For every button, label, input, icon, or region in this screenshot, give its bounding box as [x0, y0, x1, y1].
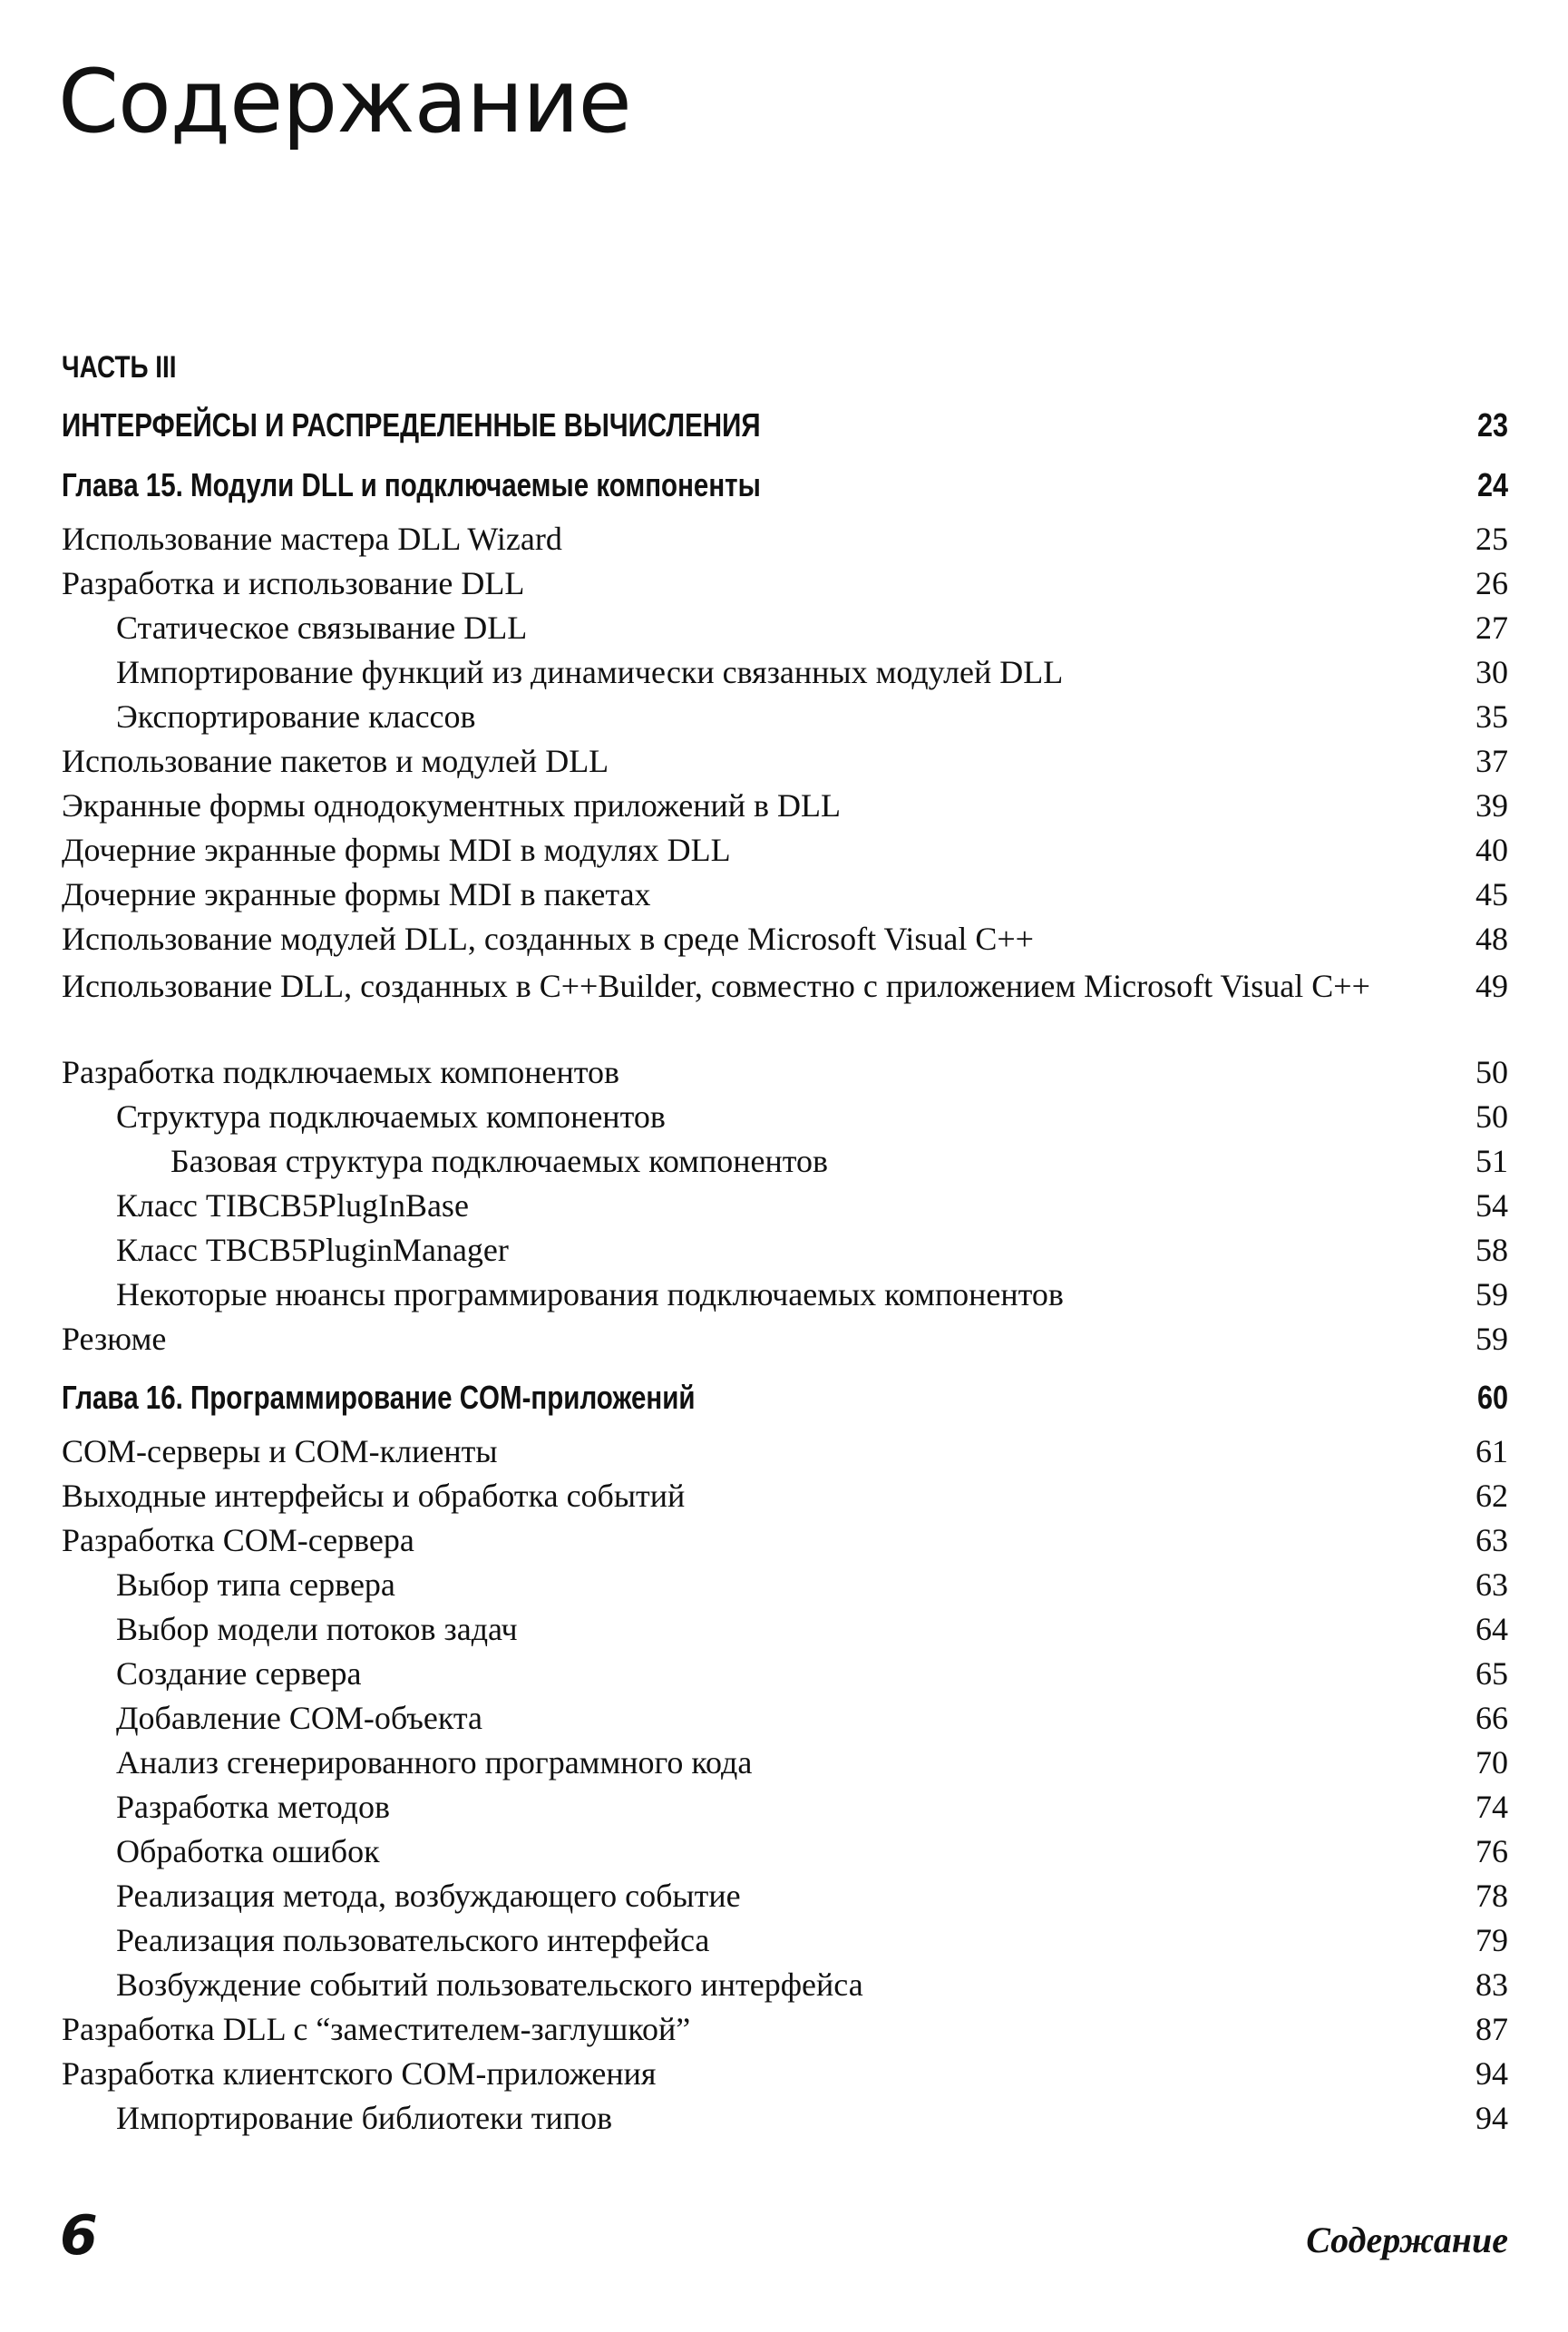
toc-chapter-15 [62, 466, 1508, 510]
toc-page-number: 76 [1475, 1833, 1508, 1869]
toc-entry [62, 1743, 1508, 1787]
toc-page-number: 74 [1475, 1789, 1508, 1825]
toc-chapter-title: Глава 15. Модули DLL и подключаемые компоненты [62, 466, 761, 503]
toc-entry [62, 1186, 1508, 1230]
toc-entry-title: Выбор типа сервера [116, 1566, 395, 1603]
toc-page-number: 51 [1475, 1143, 1508, 1179]
toc-entry-title: Реализация метода, возбуждающего событие [116, 1878, 741, 1914]
toc-entry-title: Дочерние экранные формы MDI в модулях DLL [62, 832, 731, 868]
toc-entry-title: Импортирование библиотеки типов [116, 2100, 613, 2136]
toc-page-number: 78 [1475, 1878, 1508, 1914]
footer-running-title: Содержание [1306, 2220, 1508, 2260]
toc-page-number: 54 [1475, 1187, 1508, 1224]
toc-entry-title: Структура подключаемых компонентов [116, 1098, 666, 1135]
toc-page-number: 23 [1476, 406, 1508, 444]
toc-page-number: 60 [1476, 1379, 1508, 1416]
part-label: ЧАСТЬ III [62, 350, 177, 385]
toc-entry [62, 1142, 1508, 1186]
toc-entry-title: Класс TIBCB5PlugInBase [116, 1187, 469, 1224]
toc-entry-title: Использование пакетов и модулей DLL [62, 743, 609, 779]
toc-entry [62, 1832, 1508, 1876]
toc-entry-title: Разработка методов [116, 1789, 390, 1825]
footer-page-number: 6 [60, 2204, 98, 2268]
toc-entry [62, 609, 1508, 652]
toc-entry-title: Импортирование функций из динамически связанных модулей DLL [116, 654, 1064, 690]
toc-entry [62, 742, 1508, 785]
toc-entry [62, 964, 1508, 1009]
toc-page-number: 59 [1475, 1276, 1508, 1312]
toc-entry [62, 698, 1508, 741]
toc-entry [62, 2054, 1508, 2098]
toc-entry-title: Разработка клиентского COM-приложения [62, 2055, 657, 2092]
toc-page-number: 62 [1475, 1478, 1508, 1514]
toc-entry [62, 653, 1508, 697]
toc-entry [62, 1098, 1508, 1141]
toc-entry-title: Разработка COM-сервера [62, 1522, 414, 1558]
toc-entry-title: Добавление COM-объекта [116, 1700, 483, 1736]
toc-entry [62, 1521, 1508, 1565]
toc-entry-title: Возбуждение событий пользовательского интерфейса [116, 1966, 863, 2003]
toc-entry [62, 1654, 1508, 1698]
toc-page-number: 79 [1475, 1922, 1508, 1958]
toc-page-number: 50 [1475, 1098, 1508, 1135]
toc-entry-title: Базовая структура подключаемых компонентов [170, 1143, 828, 1179]
toc-entry-title: Анализ сгенерированного программного кода [116, 1744, 753, 1781]
toc-page-number: 49 [1475, 968, 1508, 1004]
toc-chapter-title: Глава 16. Программирование COM-приложений [62, 1379, 696, 1416]
toc-entry [62, 1053, 1508, 1097]
toc-page-number: 50 [1475, 1054, 1508, 1090]
toc-entry [62, 1921, 1508, 1965]
toc-page-number: 87 [1475, 2011, 1508, 2047]
toc-entry-title: Реализация пользовательского интерфейса [116, 1922, 710, 1958]
toc-entry [62, 2099, 1508, 2142]
toc-part-title: ИНТЕРФЕЙСЫ И РАСПРЕДЕЛЕННЫЕ ВЫЧИСЛЕНИЯ [62, 406, 761, 444]
toc-entry-title: Разработка подключаемых компонентов [62, 1054, 620, 1090]
toc-page-number: 39 [1475, 787, 1508, 824]
toc-page-number: 94 [1475, 2100, 1508, 2136]
toc-entry-title: Экспортирование классов [116, 698, 476, 735]
toc-entry-title: Экранные формы однодокументных приложений в DLL [62, 787, 841, 824]
toc-page-number: 48 [1475, 921, 1508, 957]
toc-entry [62, 1610, 1508, 1654]
toc-entry-title: Обработка ошибок [116, 1833, 380, 1869]
toc-entry [62, 1699, 1508, 1742]
toc-page-number: 63 [1475, 1566, 1508, 1603]
toc-page-number: 94 [1475, 2055, 1508, 2092]
toc-entry-title: Выбор модели потоков задач [116, 1611, 518, 1647]
toc-entry [62, 920, 1508, 963]
toc-page-number: 40 [1475, 832, 1508, 868]
toc-page-number: 59 [1475, 1321, 1508, 1357]
toc-entry [62, 1320, 1508, 1363]
toc-entry-title: Резюме [62, 1321, 167, 1357]
toc-page-number: 35 [1475, 698, 1508, 735]
toc-entry [62, 1432, 1508, 1476]
toc-entry-title: Использование модулей DLL, созданных в среде Microsoft Visual C++ [62, 921, 1034, 957]
toc-entry-title: Статическое связывание DLL [116, 610, 528, 646]
toc-entry-title: Использование DLL, созданных в C++Builder, совместно с приложением Microsoft Visual C++ [62, 968, 1370, 1004]
toc-entry-title: Выходные интерфейсы и обработка событий [62, 1478, 686, 1514]
toc-page-number: 61 [1475, 1433, 1508, 1469]
toc-entry [62, 564, 1508, 608]
toc-page-number: 26 [1475, 565, 1508, 601]
toc-part-heading [62, 406, 1508, 450]
toc-entry-title: Класс TBCB5PluginManager [116, 1232, 509, 1268]
toc-entry [62, 786, 1508, 830]
toc-entry-title: Использование мастера DLL Wizard [62, 521, 562, 557]
toc-entry-title: Дочерние экранные формы MDI в пакетах [62, 876, 651, 912]
toc-entry [62, 1877, 1508, 1920]
toc-page-number: 64 [1475, 1611, 1508, 1647]
page-title: Содержание [58, 51, 631, 152]
toc-entry [62, 1275, 1508, 1319]
toc-entry [62, 1566, 1508, 1609]
toc-entry [62, 875, 1508, 919]
toc-chapter-16 [62, 1379, 1508, 1422]
toc-page-number: 66 [1475, 1700, 1508, 1736]
toc-page-number: 83 [1475, 1966, 1508, 2003]
toc-entry-title: COM-серверы и COM-клиенты [62, 1433, 498, 1469]
toc-entry [62, 1966, 1508, 2009]
toc-page-number: 58 [1475, 1232, 1508, 1268]
toc-entry-title: Некоторые нюансы программирования подключаемых компонентов [116, 1276, 1064, 1312]
toc-page-number: 27 [1475, 610, 1508, 646]
toc-entry [62, 1477, 1508, 1520]
toc-entry [62, 1788, 1508, 1831]
toc-page-number: 63 [1475, 1522, 1508, 1558]
toc-page-number: 65 [1475, 1655, 1508, 1692]
toc-page-number: 45 [1475, 876, 1508, 912]
toc-entry-title: Разработка и использование DLL [62, 565, 525, 601]
toc-page-number: 25 [1475, 521, 1508, 557]
toc-entry [62, 831, 1508, 874]
toc-entry-title: Создание сервера [116, 1655, 362, 1692]
toc-page-number: 37 [1475, 743, 1508, 779]
toc-page-number: 70 [1475, 1744, 1508, 1781]
toc-entry-title: Разработка DLL с “заместителем-заглушкой” [62, 2011, 691, 2047]
toc-page-number: 30 [1475, 654, 1508, 690]
toc-page-number: 24 [1476, 466, 1508, 503]
toc-entry [62, 520, 1508, 563]
toc-entry [62, 1231, 1508, 1274]
toc-entry [62, 2010, 1508, 2054]
